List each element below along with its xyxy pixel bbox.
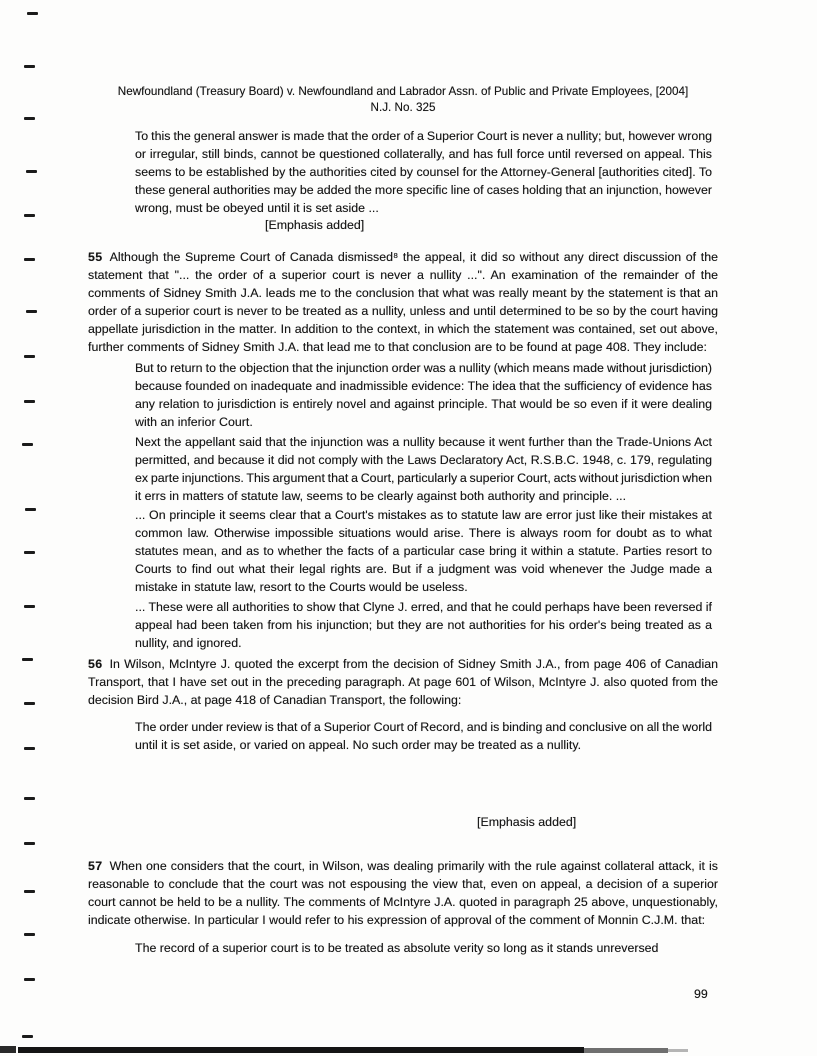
- margin-mark: [24, 747, 35, 750]
- page-number: 99: [694, 987, 708, 1001]
- text-line: statutes mean, and as to whether the facts of a particular case bring it within a statute. Parties resort to: [135, 544, 712, 558]
- text-line: The record of a superior court is to be treated as absolute verity so long as it stands unreversed: [135, 941, 659, 955]
- text-line: because founded on inadequate and inadmissible evidence: The idea that the sufficiency of evidence has: [135, 379, 712, 393]
- block-quote-authorities: [135, 598, 712, 652]
- text-line: these general authorities may be added the more specific line of cases holding that an injunction, however: [135, 183, 712, 197]
- text-line: mistake in statute law, resort to the Courts would be useless.: [135, 580, 468, 594]
- text-line: until it is set aside, or varied on appeal. No such order may be treated as a nullity.: [135, 738, 582, 752]
- margin-mark: [24, 978, 35, 981]
- text-line: ... These were all authorities to show that Clyne J. erred, and that he could perhaps have been reversed if: [135, 600, 712, 614]
- text-line: nullity, and ignored.: [135, 636, 242, 650]
- paragraph-57: [88, 857, 718, 929]
- text-line: reasonable to conclude that the court was not espousing the view that, even on appeal, a decision of a superior: [88, 877, 718, 891]
- text-line: wrong, must be obeyed until it is set aside ...: [135, 201, 379, 215]
- scan-bar: [584, 1048, 668, 1053]
- margin-mark: [24, 551, 35, 554]
- margin-mark: [26, 310, 37, 313]
- margin-mark: [24, 355, 35, 358]
- text-line: it errs in matters of statute law, seems to be clearly against both authority and principle. ...: [135, 489, 627, 503]
- margin-mark: [24, 65, 35, 68]
- paragraph-number: 55: [88, 250, 103, 264]
- block-quote-appellant: [135, 433, 712, 505]
- text-line: 56 In Wilson, McIntyre J. quoted the excerpt from the decision of Sidney Smith J.A., from page 406 of Canadian: [88, 657, 718, 671]
- text-line: further comments of Sidney Smith J.A. that lead me to that conclusion are to be found at page 408. They include:: [88, 340, 707, 354]
- margin-mark: [24, 258, 35, 261]
- margin-mark: [22, 1035, 33, 1038]
- text-line: The order under review is that of a Superior Court of Record, and is binding and conclusive on all the world: [135, 720, 712, 734]
- text-line: 55 Although the Supreme Court of Canada dismissed⁸ the appeal, it did so without any direct discussion of the: [88, 250, 718, 264]
- text-line: But to return to the objection that the injunction order was a nullity (which means made without jurisdiction): [135, 361, 712, 375]
- text-line: statement that "... the order of a superior court is never a nullity ...". An examination of the remainder of the: [88, 268, 718, 282]
- block-quote-record-of-superior-court: [135, 939, 712, 957]
- text-line: decision Bird J.A., at page 418 of Canadian Transport, the following:: [88, 693, 462, 707]
- emphasis-added-note-2: [Emphasis added]: [477, 815, 577, 829]
- margin-mark: [24, 933, 35, 936]
- text-line: appeal had been taken from his injunction; but they are not authorities for his order's being treated as a: [135, 618, 712, 632]
- block-quote-objection: [135, 359, 712, 431]
- text-line: 57 When one considers that the court, in Wilson, was dealing primarily with the rule against collateral attack, it is: [88, 859, 718, 873]
- block-quote-order-under-review: [135, 718, 712, 754]
- text-line: indicate otherwise. In particular I would refer to his expression of approval of the comment of Monnin C.J.M. that:: [88, 913, 706, 927]
- scan-bar: [0, 1046, 16, 1053]
- text-line: common law. Otherwise impossible situations would arise. There is always room for doubt as to what: [135, 526, 712, 540]
- text-line: ... On principle it seems clear that a Court's mistakes as to statute law are error just like their mistakes at: [135, 508, 712, 522]
- text-line: permitted, and because it did not comply with the Laws Declaratory Act, R.S.B.C. 1948, c. 179, regulating: [135, 453, 712, 467]
- scan-bar: [18, 1047, 584, 1053]
- text-line: To this the general answer is made that the order of a Superior Court is never a nullity; but, however wrong: [135, 129, 712, 143]
- block-quote-general-answer: [135, 127, 712, 217]
- text-line: ex parte injunctions. This argument that a Court, particularly a superior Court, acts without jurisdiction when: [135, 471, 712, 485]
- paragraph-55: [88, 248, 718, 356]
- margin-mark: [24, 890, 35, 893]
- text-line: Next the appellant said that the injunction was a nullity because it went further than the Trade-Unions Act: [135, 435, 712, 449]
- margin-mark: [24, 842, 35, 845]
- margin-mark: [24, 605, 35, 608]
- case-citation: Newfoundland (Treasury Board) v. Newfoundland and Labrador Assn. of Public and Private Employees, [2004]: [117, 85, 689, 98]
- margin-mark: [24, 400, 35, 403]
- margin-mark: [24, 797, 35, 800]
- block-quote-on-principle: [135, 506, 712, 596]
- text-line: court cannot be held to be a nullity. The comments of McIntyre J.A. quoted in paragraph 25 above, unquestionably,: [88, 895, 718, 909]
- emphasis-added-note-1: [Emphasis added]: [265, 218, 365, 232]
- case-number: N.J. No. 325: [370, 101, 436, 114]
- paragraph-number: 56: [88, 657, 103, 671]
- margin-mark: [24, 214, 35, 217]
- text-line: or irregular, still binds, cannot be questioned collaterally, and has full force until reversed on appeal. This: [135, 147, 712, 161]
- paragraph-number: 57: [88, 859, 103, 873]
- margin-mark: [25, 508, 36, 511]
- text-line: appellate jurisdiction in the matter. In addition to the context, in which the statement was contained, set out above,: [88, 322, 718, 336]
- margin-mark: [24, 117, 35, 120]
- margin-mark: [27, 12, 38, 15]
- scan-bar: [668, 1049, 688, 1052]
- margin-mark: [26, 170, 37, 173]
- text-line: with an inferior Court.: [135, 415, 253, 429]
- text-line: any relation to jurisdiction is entirely novel and against principle. That would be so even if it were dealing: [135, 397, 712, 411]
- margin-mark: [22, 443, 33, 446]
- text-line: Courts to find out what their legal rights are. But if a judgment was void whenever the Judge made a: [135, 562, 712, 576]
- paragraph-56: [88, 655, 718, 709]
- text-line: seems to be established by the authorities cited by counsel for the Attorney-General [authorities cited]. To: [135, 165, 712, 179]
- margin-mark: [24, 702, 35, 705]
- text-line: Transport, that I have set out in the preceding paragraph. At page 601 of Wilson, McIntyre J. also quoted from the: [88, 675, 718, 689]
- text-line: comments of Sidney Smith J.A. leads me to the conclusion that what was really meant by the statement is that an: [88, 286, 718, 300]
- margin-mark: [22, 658, 33, 661]
- text-line: order of a superior court is never to be treated as a nullity, unless and until determined to be so by the court having: [88, 304, 718, 318]
